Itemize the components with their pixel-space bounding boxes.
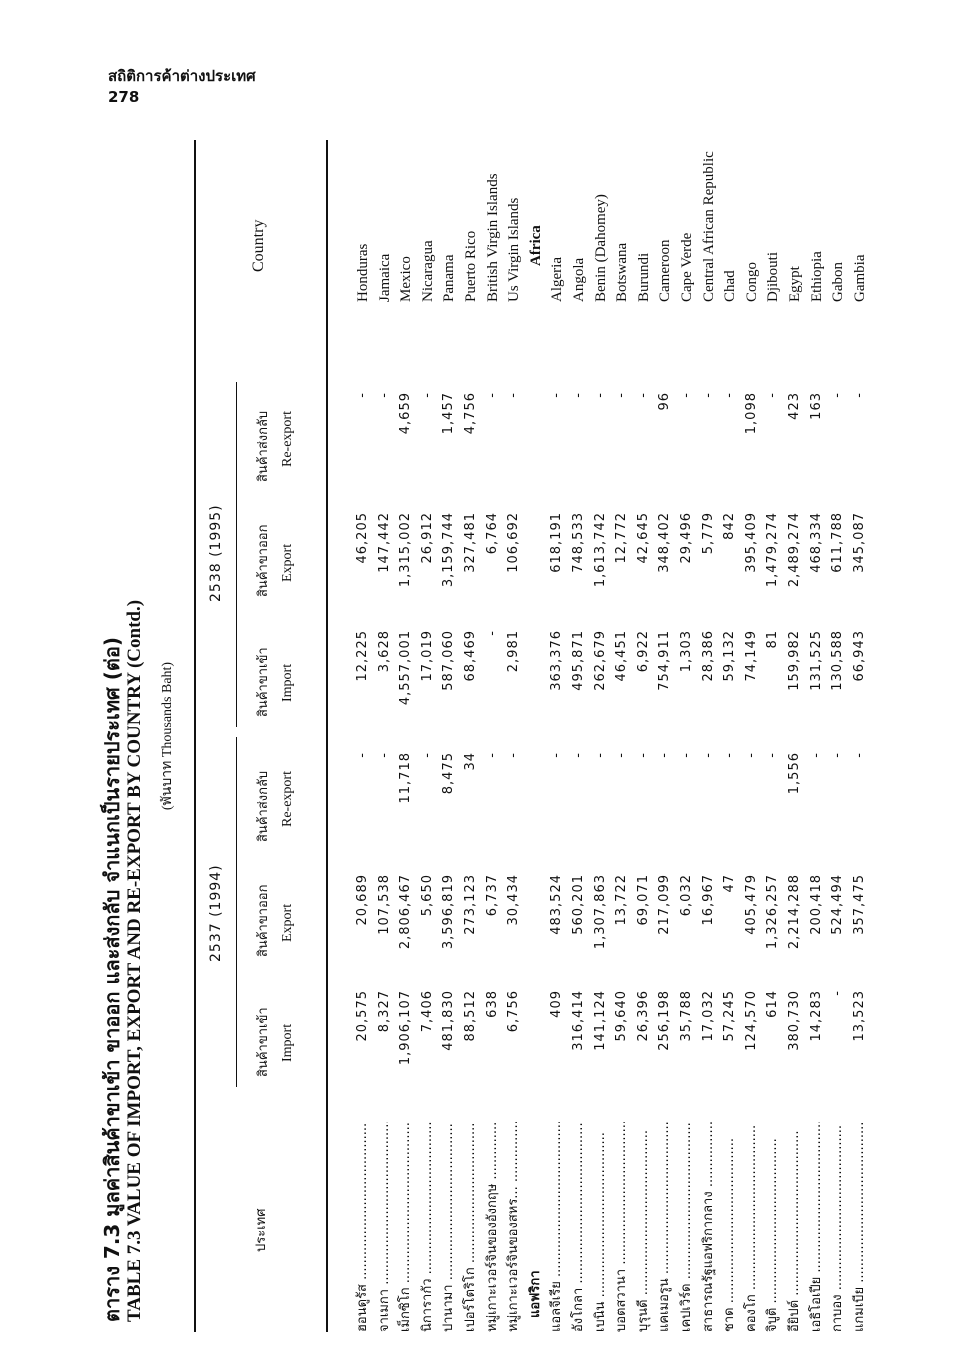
value-c3: -	[765, 752, 781, 758]
value-c3: -	[355, 752, 370, 758]
hdr-import-th-1994: สินค้าขาเข้า	[256, 1007, 271, 1077]
table-caption-thai: ตาราง 7.3 มูลค่าสินค้าขาเข้า ขาออก และส่งกลับ จำแนกเป็นรายประเทศ (ต่อ)	[100, 637, 124, 1322]
value-c2: 2,214,288	[787, 874, 802, 950]
value-c1: -	[830, 990, 846, 996]
country-name-thai: อังโกลา .....	[568, 1122, 590, 1332]
value-c3: -	[635, 752, 651, 758]
country-name-thai: หมู่เกาะเวอร์จินของสหร... .....	[503, 1122, 525, 1332]
country-name-thai: เอธิโอเปีย .....	[806, 1122, 828, 1332]
value-c4: 130,588	[830, 630, 846, 691]
value-c1: 88,512	[463, 990, 478, 1042]
value-c1: 380,730	[787, 990, 802, 1051]
country-name-english: Chad	[722, 270, 739, 302]
value-c4: 74,149	[743, 630, 759, 682]
table-row	[590, 140, 612, 1332]
value-c1: 409	[549, 990, 565, 1018]
value-c3: -	[743, 752, 759, 758]
value-c3: -	[722, 752, 738, 758]
top-rule	[194, 140, 196, 1332]
value-c6: 163	[808, 392, 824, 420]
country-name-thai: แอฟริกา	[527, 1270, 543, 1318]
value-c1: 316,414	[571, 990, 586, 1051]
country-name-english: Mexico	[398, 256, 415, 302]
value-c2: 107,538	[376, 874, 392, 935]
value-c3: -	[808, 752, 824, 758]
value-c6: -	[484, 392, 500, 398]
value-c6: 1,457	[441, 392, 457, 435]
value-c1: 13,523	[851, 990, 867, 1042]
country-name-english: Cape Verde	[679, 232, 695, 302]
value-c4: 363,376	[549, 630, 565, 691]
value-c3: -	[376, 752, 392, 758]
table-row	[352, 140, 374, 1332]
value-c1: 35,788	[679, 990, 694, 1042]
value-c5: 468,334	[808, 512, 824, 573]
col-country-english: Country	[250, 219, 267, 272]
value-c3: -	[484, 752, 500, 758]
value-c5: 42,645	[635, 512, 651, 564]
table-caption-english: TABLE 7.3 VALUE OF IMPORT, EXPORT AND RE-EXPORT BY COUNTRY (Contd.)	[124, 599, 145, 1322]
country-name-thai: บอตสวานา .....	[611, 1122, 633, 1332]
value-c1: 8,327	[376, 990, 392, 1033]
country-name-thai: เม็กซิโก .....	[395, 1122, 417, 1332]
hdr-export-en-1994: Export	[280, 903, 295, 942]
country-name-thai: อียิปต์ .....	[784, 1122, 806, 1332]
hdr-reexport-en-1994: Re-export	[280, 771, 295, 827]
value-c5: 1,613,742	[592, 512, 608, 588]
value-c4: 28,386	[700, 630, 716, 682]
value-c3: -	[549, 752, 565, 758]
value-c6: -	[614, 392, 630, 398]
value-c1: 141,124	[592, 990, 608, 1051]
country-name-english: Jamaica	[376, 253, 393, 302]
value-c6: -	[549, 392, 565, 398]
table-row	[849, 140, 871, 1332]
country-name-english: Burundi	[635, 252, 652, 302]
country-name-english: Gabon	[830, 262, 847, 302]
country-name-thai: เบนิน .....	[590, 1122, 612, 1332]
table-row	[568, 140, 590, 1332]
value-c3: -	[571, 752, 586, 758]
value-c5: 29,496	[679, 512, 694, 564]
value-c5: 46,205	[355, 512, 370, 564]
country-name-english: Nicaragua	[419, 240, 436, 302]
table-row	[503, 140, 525, 1332]
hdr-import-en-1995: Import	[280, 663, 295, 702]
value-c6: -	[355, 392, 370, 398]
value-c4: 81	[765, 630, 781, 649]
value-c6: 423	[787, 392, 802, 420]
value-c5: 2,489,274	[787, 512, 802, 588]
value-c2: 560,201	[571, 874, 586, 935]
value-c6: -	[635, 392, 651, 398]
value-c1: 20,575	[355, 990, 370, 1042]
value-c4: 4,557,001	[398, 630, 414, 706]
country-name-thai: จาเมกา .....	[374, 1122, 396, 1332]
value-c3: 11,718	[398, 752, 414, 804]
value-c3: 34	[463, 752, 478, 771]
running-header-title: สถิติการค้าต่างประเทศ	[108, 67, 256, 85]
value-c1: 57,245	[722, 990, 738, 1042]
value-c6: -	[830, 392, 846, 398]
hdr-export-th-1995: สินค้าขาออก	[256, 524, 271, 597]
mid-rule	[326, 140, 328, 1332]
hdr-export-th-1994: สินค้าขาออก	[256, 884, 271, 957]
hdr-reexport-en-1995: Re-export	[280, 411, 295, 467]
value-c5: 348,402	[657, 512, 673, 573]
value-c6: -	[592, 392, 608, 398]
value-c4: 131,525	[808, 630, 824, 691]
country-name-english: Africa	[527, 225, 544, 266]
value-c3: -	[614, 752, 630, 758]
value-c2: 3,596,819	[441, 874, 457, 950]
value-c5: 3,159,744	[441, 512, 457, 588]
rotated-table-page	[90, 140, 910, 1332]
value-c6: -	[851, 392, 867, 398]
country-name-thai: หมู่เกาะเวอร์จินของอังกฤษ .....	[482, 1122, 504, 1332]
value-c5: 12,772	[614, 512, 630, 564]
value-c2: 30,434	[506, 874, 522, 926]
country-name-english: Egypt	[787, 266, 803, 302]
value-c4: 17,019	[419, 630, 435, 682]
country-name-thai: ชาด .....	[719, 1122, 741, 1332]
table-row	[654, 140, 676, 1332]
value-c6: 96	[657, 392, 673, 411]
country-name-thai: แอลจีเรีย .....	[546, 1122, 568, 1332]
country-name-thai: เปอร์โตริโก .....	[460, 1122, 482, 1332]
country-name-english: Puerto Rico	[463, 230, 479, 302]
country-name-english: British Virgin Islands	[484, 173, 501, 302]
country-name-thai: ฮอนดูรัส .....	[352, 1122, 374, 1332]
value-c4: 59,132	[722, 630, 738, 682]
value-c5: 26,912	[419, 512, 435, 564]
value-c6: 1,098	[743, 392, 759, 435]
country-name-thai: สาธารณรัฐแอฟริกากลาง .....	[698, 1122, 720, 1332]
value-c4: 3,628	[376, 630, 392, 673]
group-rule-1995	[236, 382, 237, 727]
value-c6: -	[700, 392, 716, 398]
country-name-english: Angola	[571, 257, 587, 302]
country-name-thai: จิบูติ .....	[762, 1122, 784, 1332]
value-c5: 147,442	[376, 512, 392, 573]
value-c2: 16,967	[700, 874, 716, 926]
section-row	[525, 140, 547, 1332]
value-c3: -	[419, 752, 435, 758]
value-c2: 5,650	[419, 874, 435, 917]
country-name-thai: แกมเบีย .....	[849, 1122, 871, 1332]
value-c1: 256,198	[657, 990, 673, 1051]
value-c4: 68,469	[463, 630, 478, 682]
country-name-thai: บุรุนดี .....	[633, 1122, 655, 1332]
value-c4: 587,060	[441, 630, 457, 691]
table-row	[806, 140, 828, 1332]
value-c3: -	[700, 752, 716, 758]
value-c1: 614	[765, 990, 781, 1018]
value-c2: 524,494	[830, 874, 846, 935]
country-name-english: Congo	[743, 261, 760, 302]
country-name-english: Benin (Dahomey)	[592, 194, 609, 302]
table-row	[827, 140, 849, 1332]
value-c1: 59,640	[614, 990, 630, 1042]
table-row	[633, 140, 655, 1332]
value-c5: 842	[722, 512, 738, 540]
value-c5: 345,087	[851, 512, 867, 573]
value-c1: 481,830	[441, 990, 457, 1051]
value-c6: -	[679, 392, 694, 398]
country-name-english: Cameroon	[657, 239, 674, 302]
value-c3: 1,556	[787, 752, 802, 795]
value-c4: -	[484, 630, 500, 636]
value-c4: 66,943	[851, 630, 867, 682]
value-c3: -	[657, 752, 673, 758]
table-row	[762, 140, 784, 1332]
value-c2: 2,806,467	[398, 874, 414, 950]
value-c5: 748,533	[571, 512, 586, 573]
table-row	[482, 140, 504, 1332]
table-row	[438, 140, 460, 1332]
value-c4: 12,225	[355, 630, 370, 682]
value-c6: -	[765, 392, 781, 398]
country-name-thai: กาบอง .....	[827, 1122, 849, 1332]
value-c2: 13,722	[614, 874, 630, 926]
value-c4: 2,981	[506, 630, 522, 673]
value-c1: 638	[484, 990, 500, 1018]
value-c5: 106,692	[506, 512, 522, 573]
hdr-reexport-th-1994: สินค้าส่งกลับ	[256, 770, 271, 842]
country-name-english: Botswana	[614, 242, 631, 302]
table-row	[784, 140, 806, 1332]
value-c2: 217,099	[657, 874, 673, 935]
table-unit: (พันบาท Thousands Baht)	[160, 661, 175, 811]
col-country-thai: ประเทศ	[254, 1208, 269, 1252]
value-c4: 1,303	[679, 630, 694, 673]
value-c5: 1,479,274	[765, 512, 781, 588]
table-row	[395, 140, 417, 1332]
value-c2: 20,689	[355, 874, 370, 926]
value-c2: 483,524	[549, 874, 565, 935]
country-name-thai: ปานามา .....	[438, 1122, 460, 1332]
country-name-thai: เคปเวิร์ด .....	[676, 1122, 698, 1332]
value-c5: 1,315,002	[398, 512, 414, 588]
value-c1: 26,396	[635, 990, 651, 1042]
hdr-export-en-1995: Export	[280, 543, 295, 582]
hdr-import-th-1995: สินค้าขาเข้า	[256, 647, 271, 717]
value-c2: 69,071	[635, 874, 651, 926]
table-row	[676, 140, 698, 1332]
value-c6: -	[376, 392, 392, 398]
value-c4: 159,982	[787, 630, 802, 691]
country-name-thai: แคเมอรูน .....	[654, 1122, 676, 1332]
country-name-english: Us Virgin Islands	[506, 197, 523, 302]
value-c5: 395,409	[743, 512, 759, 573]
value-c1: 7,406	[419, 990, 435, 1033]
table-row	[546, 140, 568, 1332]
value-c2: 6,032	[679, 874, 694, 917]
value-c2: 357,475	[851, 874, 867, 935]
value-c3: 8,475	[441, 752, 457, 795]
value-c5: 327,481	[463, 512, 478, 573]
table-row	[460, 140, 482, 1332]
value-c6: 4,756	[463, 392, 478, 435]
value-c6: 4,659	[398, 392, 414, 435]
table-row	[374, 140, 396, 1332]
country-name-english: Gambia	[851, 254, 868, 302]
value-c2: 47	[722, 874, 738, 893]
value-c2: 1,326,257	[765, 874, 781, 950]
value-c1: 6,756	[506, 990, 522, 1033]
value-c2: 273,123	[463, 874, 478, 935]
country-name-english: Algeria	[549, 257, 566, 302]
value-c3: -	[830, 752, 846, 758]
table-row	[417, 140, 439, 1332]
value-c4: 6,922	[635, 630, 651, 673]
value-c4: 495,871	[571, 630, 586, 691]
table-row	[611, 140, 633, 1332]
value-c2: 200,418	[808, 874, 824, 935]
value-c1: 14,283	[808, 990, 824, 1042]
hdr-reexport-th-1995: สินค้าส่งกลับ	[256, 410, 271, 482]
value-c3: -	[679, 752, 694, 758]
value-c6: -	[722, 392, 738, 398]
value-c1: 1,906,107	[398, 990, 414, 1066]
value-c2: 405,479	[743, 874, 759, 935]
value-c5: 611,788	[830, 512, 846, 573]
value-c6: -	[571, 392, 586, 398]
value-c6: -	[506, 392, 522, 398]
value-c1: 124,570	[743, 990, 759, 1051]
value-c5: 5,779	[700, 512, 716, 555]
page-number: 278	[108, 88, 140, 106]
value-c3: -	[592, 752, 608, 758]
hdr-import-en-1994: Import	[280, 1023, 295, 1062]
value-c1: 17,032	[700, 990, 716, 1042]
value-c6: -	[419, 392, 435, 398]
value-c5: 618,191	[549, 512, 565, 573]
country-name-english: Central African Republic	[700, 151, 717, 302]
table-row	[698, 140, 720, 1332]
country-name-english: Honduras	[355, 243, 371, 302]
value-c4: 46,451	[614, 630, 630, 682]
country-name-english: Panama	[441, 254, 458, 302]
country-name-thai: คองโก .....	[741, 1122, 763, 1332]
country-name-english: Ethiopia	[808, 251, 825, 302]
country-name-thai: นิการากัว .....	[417, 1122, 439, 1332]
country-name-english: Djibouti	[765, 251, 782, 302]
year-1995: 2538 (1995)	[208, 504, 224, 602]
value-c5: 6,764	[484, 512, 500, 555]
value-c4: 262,679	[592, 630, 608, 691]
year-1994: 2537 (1994)	[208, 864, 224, 962]
table-row	[741, 140, 763, 1332]
value-c3: -	[506, 752, 522, 758]
table-row	[719, 140, 741, 1332]
group-rule-1994	[236, 737, 237, 1087]
value-c2: 1,307,863	[592, 874, 608, 950]
value-c4: 754,911	[657, 630, 673, 691]
value-c3: -	[851, 752, 867, 758]
value-c2: 6,737	[484, 874, 500, 917]
